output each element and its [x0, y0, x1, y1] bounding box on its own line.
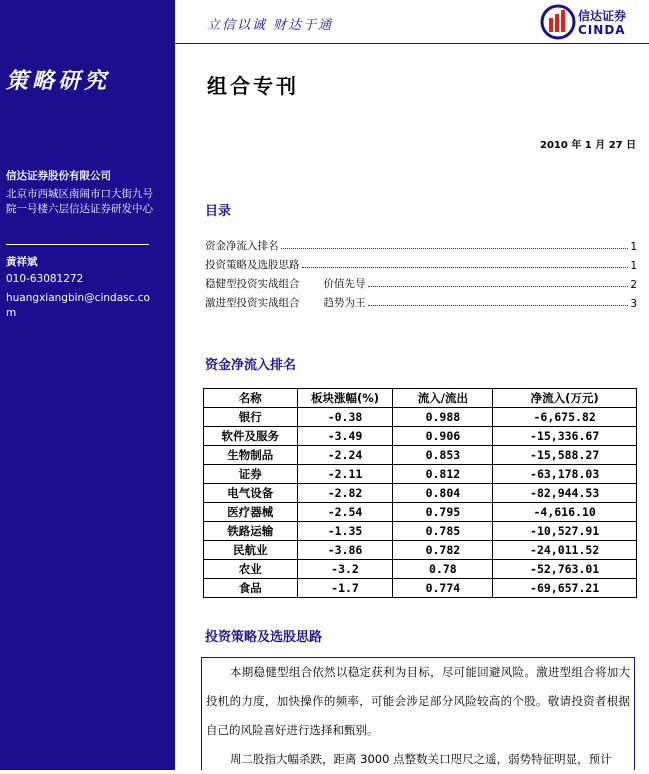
sector-name-cell: 电气设备 — [204, 484, 298, 503]
sector-name-cell: 银行 — [204, 408, 298, 427]
sector-name-cell: 食品 — [204, 579, 298, 598]
table-row — [204, 503, 637, 522]
value-cell: -6,675.82 — [493, 408, 637, 427]
fund-flow-heading: 资金净流入排名 — [205, 358, 297, 373]
toc-item[interactable] — [205, 272, 637, 291]
company-name: 信达证券股份有限公司 — [6, 170, 111, 182]
column-header: 净流入(万元) — [493, 389, 637, 408]
toc-leader — [302, 267, 629, 268]
value-cell: -3.86 — [297, 541, 393, 560]
toc-item-title: 资金净流入排名 — [205, 240, 279, 252]
sector-name-cell: 农业 — [204, 560, 298, 579]
company-address: 北京市西城区南闹市口大街九号院一号楼六层信达证券研发中心 — [6, 188, 153, 215]
toc-item[interactable] — [205, 253, 637, 272]
toc-item-subtitle: 趋势为王 — [323, 297, 366, 309]
toc-leader — [368, 305, 629, 306]
table-of-contents — [205, 234, 637, 310]
sector-name-cell: 民航业 — [204, 541, 298, 560]
value-cell: -82,944.53 — [493, 484, 637, 503]
value-cell: -2.82 — [297, 484, 393, 503]
strategy-heading: 投资策略及选股思路 — [205, 630, 323, 645]
document-title: 组合专刊 — [207, 74, 299, 98]
table-row — [204, 465, 637, 484]
value-cell: 0.774 — [393, 579, 493, 598]
strategy-text-box — [201, 657, 635, 770]
value-cell: -3.49 — [297, 427, 393, 446]
table-row — [204, 579, 637, 598]
table-row — [204, 484, 637, 503]
sidebar-title: 策略研究 — [6, 68, 111, 94]
value-cell: -63,178.03 — [493, 465, 637, 484]
toc-item[interactable] — [205, 291, 637, 310]
logo-text-en: CINDA — [578, 23, 626, 37]
value-cell: 0.812 — [393, 465, 493, 484]
sidebar — [0, 0, 175, 770]
toc-item-title: 稳健型投资实战组合 — [205, 278, 300, 290]
value-cell: 0.785 — [393, 522, 493, 541]
logo-text-cn: 信达证券 — [578, 9, 627, 23]
value-cell: -15,336.67 — [493, 427, 637, 446]
value-cell: -3.2 — [297, 560, 393, 579]
table-row — [204, 427, 637, 446]
value-cell: -10,527.91 — [493, 522, 637, 541]
sector-name-cell: 生物制品 — [204, 446, 298, 465]
value-cell: 0.906 — [393, 427, 493, 446]
toc-item-page: 1 — [630, 260, 637, 272]
author-email[interactable]: huangxiangbin@cindasc.com — [6, 292, 150, 319]
sidebar-divider — [6, 244, 149, 245]
toc-item-page: 2 — [630, 279, 637, 291]
value-cell: -2.24 — [297, 446, 393, 465]
value-cell: 0.782 — [393, 541, 493, 560]
value-cell: -15,588.27 — [493, 446, 637, 465]
value-cell: 0.853 — [393, 446, 493, 465]
value-cell: 0.795 — [393, 503, 493, 522]
toc-item-subtitle: 价值先导 — [323, 278, 366, 290]
table-row — [204, 522, 637, 541]
table-row — [204, 446, 637, 465]
header-rule — [175, 43, 649, 44]
value-cell: 0.78 — [393, 560, 493, 579]
value-cell: -24,011.52 — [493, 541, 637, 560]
toc-item-title: 投资策略及选股思路 — [205, 259, 300, 271]
toc-item[interactable] — [205, 234, 637, 253]
strategy-paragraph: 本期稳健型组合依然以稳定获利为目标，尽可能回避风险。激进型组合将加大投机的力度，加快操作的频率，可能会涉足部分风险较高的个股。敬请投资者根据自己的风险喜好进行选择和甄别。 — [206, 665, 630, 737]
value-cell: -69,657.21 — [493, 579, 637, 598]
table-row — [204, 541, 637, 560]
toc-item-page: 1 — [630, 241, 637, 253]
table-header-row — [204, 389, 637, 408]
toc-leader — [281, 248, 629, 249]
value-cell: -0.38 — [297, 408, 393, 427]
author-name: 黄祥斌 — [6, 256, 38, 268]
column-header: 流入/流出 — [393, 389, 493, 408]
slogan: 立信以诚 财达于通 — [207, 18, 334, 33]
cinda-logo-icon — [540, 4, 576, 40]
toc-heading: 目录 — [205, 204, 232, 219]
toc-item-title: 激进型投资实战组合 — [205, 297, 300, 309]
cinda-logo — [540, 4, 644, 40]
value-cell: -2.54 — [297, 503, 393, 522]
document-date: 2010 年 1 月 27 日 — [540, 140, 637, 151]
column-header: 板块涨幅(%) — [297, 389, 393, 408]
value-cell: 0.988 — [393, 408, 493, 427]
sector-name-cell: 软件及服务 — [204, 427, 298, 446]
column-header: 名称 — [204, 389, 298, 408]
value-cell: -1.35 — [297, 522, 393, 541]
toc-leader — [368, 286, 629, 287]
table-row — [204, 560, 637, 579]
table-row — [204, 408, 637, 427]
strategy-paragraph: 周二股指大幅杀跌，距离 3000 点整数关口咫尺之遥，弱势特征明显，预计 — [230, 752, 612, 766]
value-cell: 0.804 — [393, 484, 493, 503]
value-cell: -2.11 — [297, 465, 393, 484]
sector-name-cell: 铁路运输 — [204, 522, 298, 541]
fund-flow-table — [203, 388, 637, 598]
sector-name-cell: 证券 — [204, 465, 298, 484]
author-phone: 010-63081272 — [6, 273, 84, 285]
value-cell: -4,616.10 — [493, 503, 637, 522]
value-cell: -1.7 — [297, 579, 393, 598]
sector-name-cell: 医疗器械 — [204, 503, 298, 522]
value-cell: -52,763.01 — [493, 560, 637, 579]
toc-item-page: 3 — [630, 298, 637, 310]
